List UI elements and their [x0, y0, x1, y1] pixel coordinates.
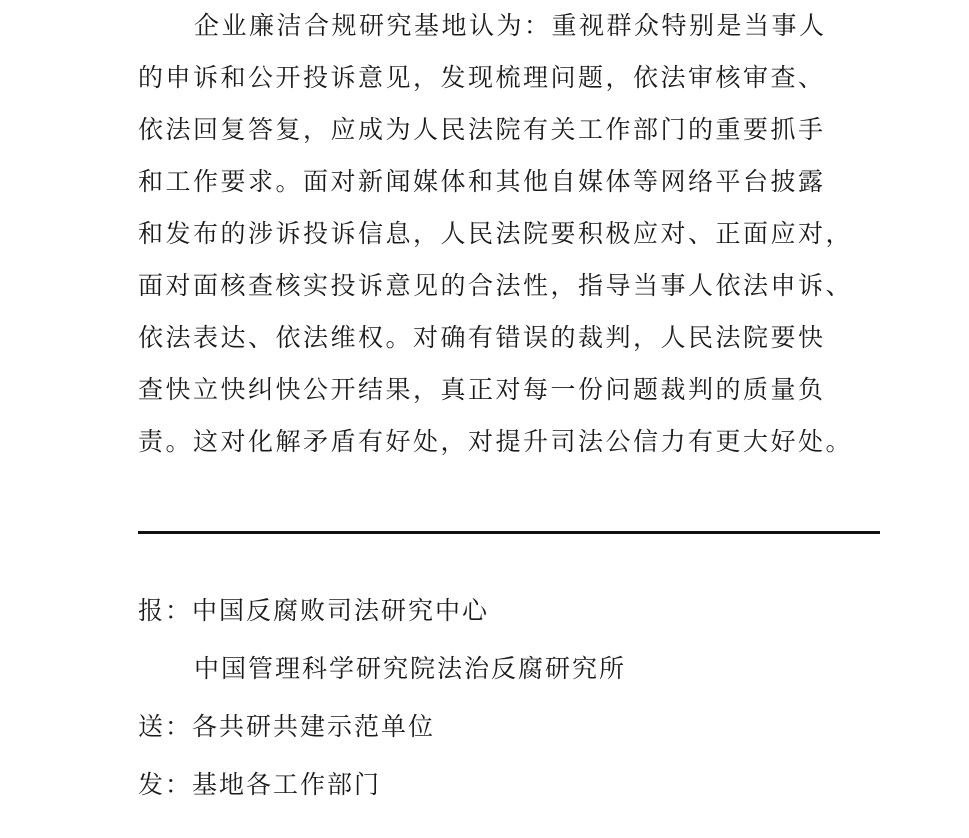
paragraph-line: 查快立快纠快公开结果，真正对每一份问题裁判的质量负 — [138, 375, 826, 404]
paragraph-line: 责。这对化解矛盾有好处，对提升司法公信力有更大好处。 — [138, 427, 854, 456]
report-recipient: 中国反腐败司法研究中心 — [192, 596, 490, 625]
body-paragraph — [138, 6, 854, 474]
paragraph-line: 和工作要求。面对新闻媒体和其他自媒体等网络平台披露 — [138, 167, 826, 196]
horizontal-divider — [138, 531, 880, 534]
paragraph-line: 企业廉洁合规研究基地认为：重视群众特别是当事人 — [194, 11, 827, 40]
send-label: 送： — [138, 712, 193, 741]
paragraph-line: 的申诉和公开投诉意见，发现梳理问题，依法审核审查、 — [138, 63, 826, 92]
issue-label: 发： — [138, 770, 193, 799]
paragraph-line: 依法回复答复，应成为人民法院有关工作部门的重要抓手 — [138, 115, 826, 144]
report-label: 报： — [138, 596, 193, 625]
paragraph-line: 和发布的涉诉投诉信息，人民法院要积极应对、正面应对， — [138, 219, 854, 248]
report-recipient: 中国管理科学研究院法治反腐研究所 — [194, 654, 627, 683]
issue-row — [138, 762, 858, 820]
paragraph-line: 依法表达、依法维权。对确有错误的裁判，人民法院要快 — [138, 323, 826, 352]
report-row-continued — [138, 646, 858, 704]
send-row — [138, 704, 858, 762]
paragraph-line: 面对面核查核实投诉意见的合法性，指导当事人依法申诉、 — [138, 271, 854, 300]
send-recipient: 各共研共建示范单位 — [192, 712, 436, 741]
distribution-list — [138, 588, 858, 820]
issue-recipient: 基地各工作部门 — [192, 770, 382, 799]
report-row — [138, 588, 858, 646]
